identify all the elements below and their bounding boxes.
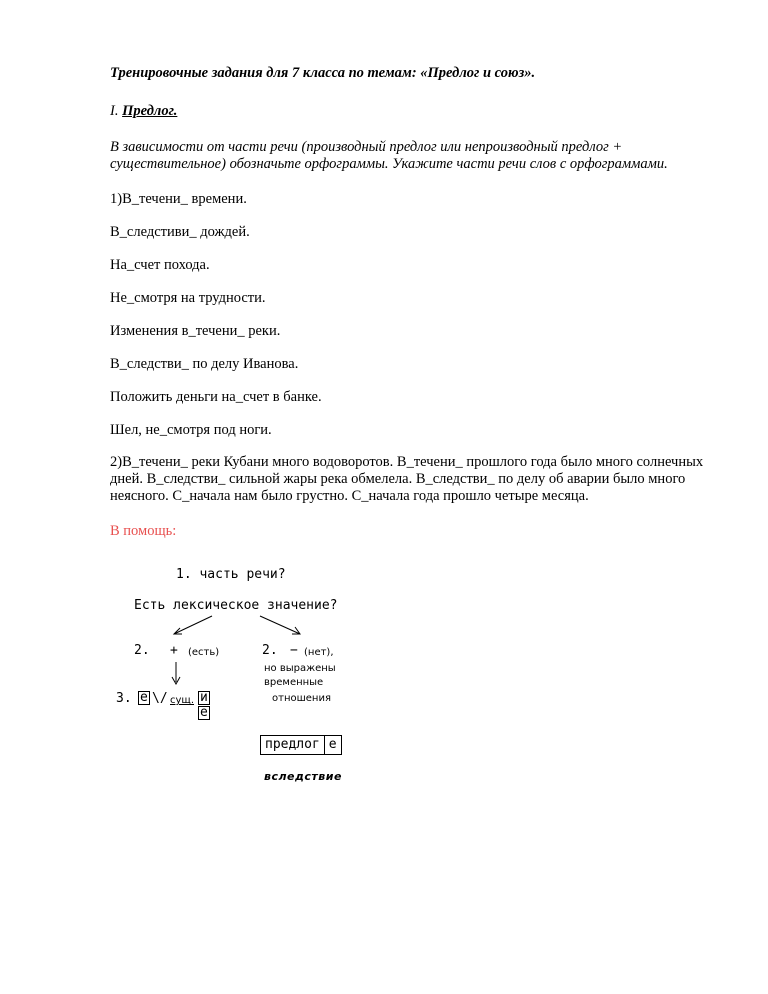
orthogram-box-i: и <box>200 690 208 705</box>
section-heading <box>110 102 710 120</box>
exercise-line: 1)В_течени_ времени. <box>110 191 247 207</box>
section-name: Предлог. <box>122 103 178 119</box>
instruction-text: В зависимости от части речи (производный предлог или непроизводный предлог + существительное) обозначьте орфограммы. Укажите части речи слов с орфограммами. <box>110 139 668 172</box>
diagram-question-part-of-speech: 1. часть речи? <box>176 567 286 582</box>
diagram-left-note: (есть) <box>188 647 220 658</box>
diagram-step3-box3 <box>198 706 210 720</box>
diagram-right-line2: но выражены <box>264 663 336 674</box>
diagram-right-line3: временные <box>264 677 324 688</box>
orthogram-box-e: е <box>140 690 148 705</box>
diagram-step3-separator: \/ <box>152 691 168 706</box>
section-number: I. <box>110 103 119 119</box>
diagram-step3-number: 3. <box>116 691 132 706</box>
exercise-line: Изменения в_течени_ реки. <box>110 323 281 339</box>
diagram-example-word: вследствие <box>264 770 342 783</box>
exercise-line: Положить деньги на_счет в банке. <box>110 389 322 405</box>
diagram-left-sign: + <box>170 643 178 658</box>
arrow-right-line <box>260 616 300 634</box>
predlog-box <box>260 735 342 755</box>
diagram-left-number: 2. <box>134 643 150 658</box>
exercise-line: В_следстви_ по делу Иванова. <box>110 356 299 372</box>
diagram-step3-box1 <box>138 691 150 705</box>
page-title: Тренировочные задания для 7 класса по темам: «Предлог и союз». <box>110 65 536 81</box>
exercise-line: На_счет похода. <box>110 257 210 273</box>
help-label: В помощь: <box>110 523 177 539</box>
exercise-line: В_следстиви_ дождей. <box>110 224 250 240</box>
exercise-line: Шел, не_смотря под ноги. <box>110 422 272 438</box>
diagram-right-sign: − <box>290 643 298 658</box>
diagram-right-number: 2. <box>262 643 278 658</box>
predlog-label: предлог <box>265 737 320 752</box>
diagram-right-line4: отношения <box>272 693 331 704</box>
diagram-right-note: (нет), <box>304 647 334 658</box>
exercise2-paragraph: 2)В_течени_ реки Кубани много водоворотов. В_течени_ прошлого года было много солнечных дней. В_следстви_ сильной жары река обмелела. В_следстви_ по делу об аварии было много неясного. С_начала нам было грустно. С_начала года прошло четыре месяца. <box>110 454 704 504</box>
diagram-question-lexical-meaning: Есть лексическое значение? <box>134 598 338 613</box>
diagram-step3-noun: сущ. <box>170 695 195 706</box>
diagram-step3-box2 <box>198 691 210 705</box>
document-page <box>110 64 710 540</box>
exercise-line: Не_смотря на трудности. <box>110 290 266 306</box>
orthogram-box-e2: е <box>200 705 208 720</box>
help-diagram <box>112 560 412 800</box>
predlog-orthogram: е <box>324 736 341 754</box>
arrow-left-line <box>174 616 212 634</box>
diagram-arrows <box>112 560 412 800</box>
